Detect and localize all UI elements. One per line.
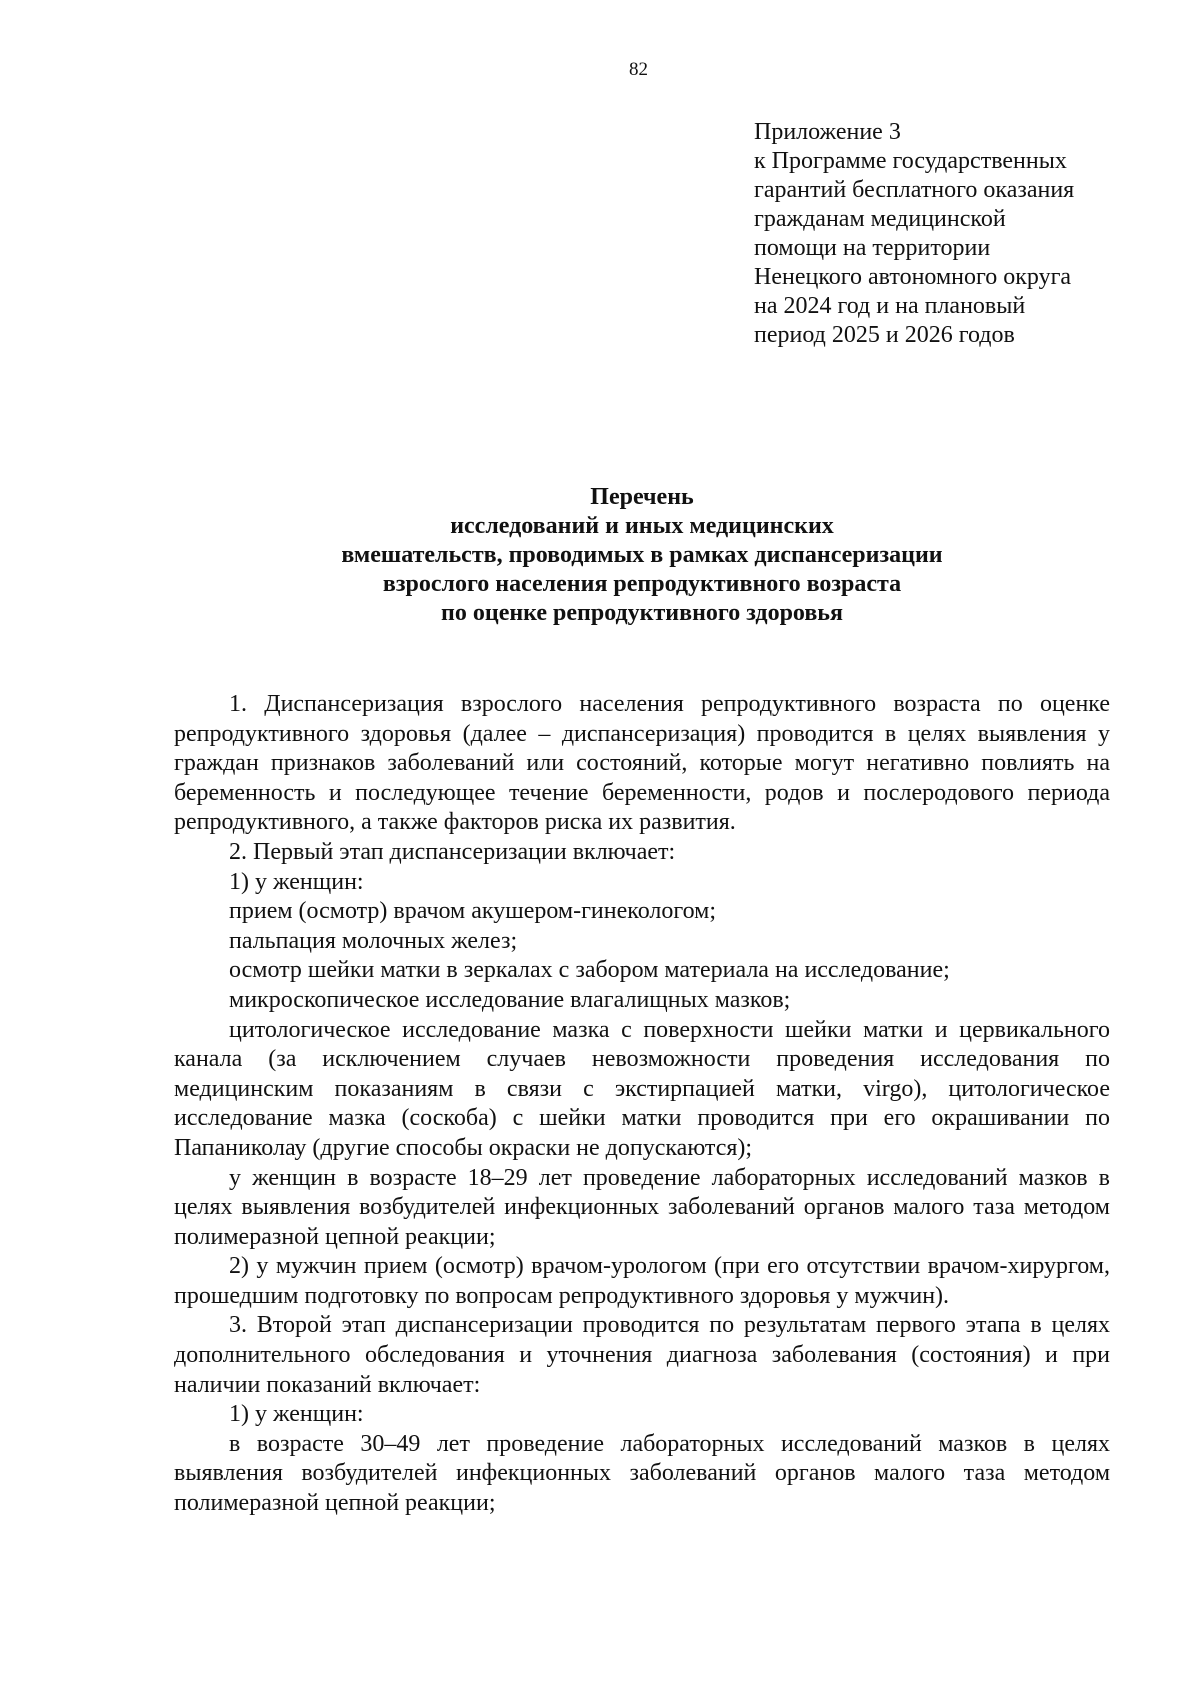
document-title — [174, 483, 1110, 628]
title-line: исследований и иных медицинских — [450, 513, 834, 539]
list-item: осмотр шейки матки в зеркалах с забором материала на исследование; — [229, 957, 950, 984]
list-item: 2) у мужчин прием (осмотр) врачом-урологом (при его отсутствии врачом-хирургом, прошедшим подготовку по вопросам репродуктивного здоровья у мужчин). — [174, 1253, 1110, 1309]
list-item: 1) у женщин: — [229, 1401, 364, 1428]
list-item: цитологическое исследование мазка с поверхности шейки матки и цервикального канала (за исключением случаев невозможности проведения исследования по медицинским показаниям в связи с экстирпацией матки, virgo), цитологическое исследование мазка (соскоба) с шейки матки проводится при его окрашивании по Папаниколау (другие способы окраски не допускаются); — [174, 1016, 1110, 1161]
appendix-line: гражданам медицинской — [754, 206, 1006, 232]
list-item: микроскопическое исследование влагалищных мазков; — [229, 986, 791, 1013]
appendix-line: к Программе государственных — [754, 148, 1067, 174]
appendix-line: на 2024 год и на плановый — [754, 293, 1026, 319]
paragraph-3: 3. Второй этап диспансеризации проводится по результатам первого этапа в целях дополнительного обследования и уточнения диагноза заболевания (состояния) и при наличии показаний включает: — [174, 1312, 1110, 1398]
paragraph-2: 2. Первый этап диспансеризации включает: — [229, 838, 676, 865]
paragraph-1: 1. Диспансеризация взрослого населения репродуктивного возраста по оценке репродуктивного здоровья (далее – диспансеризация) проводится в целях выявления у граждан признаков заболеваний или состояний, которые могут негативно повлиять на беременность и последующее течение беременности, родов и послеродового периода репродуктивного, а также факторов риска их развития. — [174, 691, 1110, 836]
title-line: Перечень — [590, 484, 694, 510]
title-line: вмешательств, проводимых в рамках диспансеризации — [341, 542, 943, 568]
appendix-line: период 2025 и 2026 годов — [754, 322, 1015, 348]
appendix-line: Ненецкого автономного округа — [754, 264, 1072, 290]
appendix-line: помощи на территории — [754, 235, 991, 261]
page-number: 82 — [629, 59, 648, 80]
appendix-line: гарантий бесплатного оказания — [754, 177, 1075, 203]
list-item: у женщин в возрасте 18–29 лет проведение лабораторных исследований мазков в целях выявления возбудителей инфекционных заболеваний органов малого таза методом полимеразной цепной реакции; — [174, 1164, 1110, 1250]
appendix-line: Приложение 3 — [754, 119, 901, 145]
list-item: в возрасте 30–49 лет проведение лабораторных исследований мазков в целях выявления возбудителей инфекционных заболеваний органов малого таза методом полимеразной цепной реакции; — [174, 1430, 1110, 1517]
list-item: прием (осмотр) врачом акушером-гинекологом; — [229, 898, 716, 925]
title-line: взрослого населения репродуктивного возраста — [382, 571, 902, 597]
list-item: 1) у женщин: — [229, 868, 364, 895]
document-body — [174, 690, 1110, 1519]
title-line: по оценке репродуктивного здоровья — [441, 600, 843, 626]
appendix-header — [754, 118, 1174, 350]
list-item: пальпация молочных желез; — [229, 927, 518, 954]
